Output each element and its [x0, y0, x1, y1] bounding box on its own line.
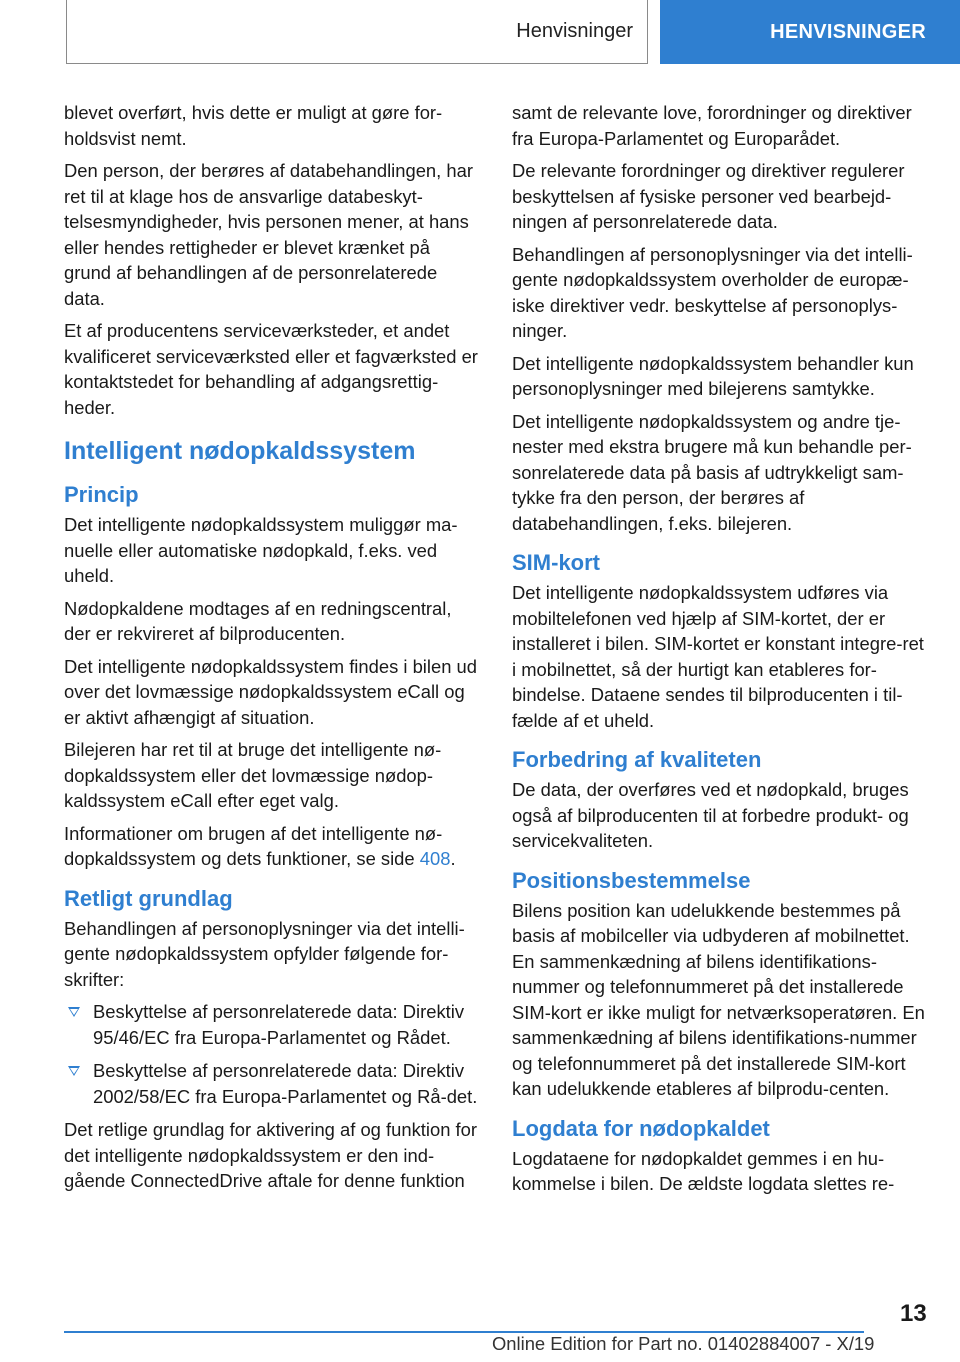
- paragraph: Det intelligente nødopkaldssystem muliggør ma-nuelle eller automatiske nødopkald, f.eks. ved uheld.: [64, 514, 458, 586]
- header-section-box: [66, 0, 648, 64]
- paragraph: Behandlingen af personoplysninger via det intelli-gente nødopkaldssystem opfylder følgende for-skrifter:: [64, 917, 465, 990]
- list-item-text: Beskyttelse af personrelaterede data: Direktiv 2002/58/EC fra Europa-Parlamentet og Rå-det.: [93, 1060, 478, 1107]
- paragraph: De relevante forordninger og direktiver regulerer beskyttelsen af fysiske personer ved bearbejd-ningen af personrelaterede data.: [512, 160, 905, 232]
- paragraph: samt de relevante love, forordninger og direktiver fra Europa-Parlamentet og Europarådet.: [512, 102, 912, 149]
- header-chapter-title: HENVISNINGER: [770, 20, 926, 43]
- paragraph: Det intelligente nødopkaldssystem findes i bilen ud over det lovmæssige nødopkaldssystem eCall og er aktivt afhængigt af situation.: [64, 655, 477, 728]
- header-section-title: Henvisninger: [516, 20, 633, 42]
- paragraph: Bilejeren har ret til at bruge det intelligente nø-dopkaldssystem eller det lovmæssige nødop-kaldssystem eCall efter eget valg.: [64, 739, 442, 811]
- page-reference-link[interactable]: 408: [419, 848, 451, 869]
- subsection-heading: Positionsbestemmelse: [512, 867, 751, 893]
- subsection-heading: Logdata for nødopkaldet: [512, 1115, 770, 1141]
- page-number: 13: [900, 1300, 927, 1327]
- paragraph: blevet overført, hvis dette er muligt at gøre for-holdsvist nemt.: [64, 102, 443, 149]
- subsection-heading: Retligt grundlag: [64, 885, 233, 911]
- right-column: [512, 100, 928, 1204]
- subsection-heading: Forbedring af kvaliteten: [512, 747, 762, 772]
- header-chapter-tab[interactable]: [660, 0, 960, 64]
- paragraph: Det intelligente nødopkaldssystem behandler kun personoplysninger med bilejerens samtykke.: [512, 352, 914, 399]
- subsection-heading: SIM-kort: [512, 550, 600, 575]
- subsection-heading: Princip: [64, 482, 139, 507]
- list-item-text: Beskyttelse af personrelaterede data: Direktiv 95/46/EC fra Europa-Parlamentet og Rådet.: [93, 1001, 465, 1048]
- paragraph: Et af producentens serviceværksteder, et andet kvalificeret serviceværksted eller et fagværksted er kontaktstedet for behandling af adgangsrettig-heder.: [64, 320, 478, 418]
- paragraph: Nødopkaldene modtages af en redningscentral, der er rekvireret af bilproducenten.: [64, 597, 452, 644]
- paragraph: De data, der overføres ved et nødopkald, bruges også af bilproducenten til at forbedre produkt- og servicekvaliteten.: [512, 779, 909, 851]
- list-item: [64, 999, 480, 1050]
- paragraph: Den person, der berøres af databehandlingen, har ret til at klage hos de ansvarlige databeskyt-telsesmyndigheder, hvis personen mener, at hans eller hendes rettigheder er blevet krænket på grund af behandlingen af de personrelaterede data.: [64, 160, 473, 309]
- list-item: [64, 1058, 480, 1109]
- triangle-bullet-icon: [68, 1066, 80, 1076]
- footer-edition: Online Edition for Part no. 01402884007 - X/19: [492, 1333, 875, 1354]
- paragraph-end: .: [450, 848, 456, 869]
- paragraph: Det intelligente nødopkaldssystem og andre tje-nester med ekstra brugere må kun behandle per-sonrelaterede data på basis af udtrykkeligt sam-tykke fra den person, der berøres af databehandlingen, f.eks. bilejeren.: [512, 410, 912, 534]
- left-column: [64, 100, 480, 1201]
- paragraph-text: Informationer om brugen af det intelligente nø-dopkaldssystem og dets funktioner, se side: [64, 822, 443, 869]
- bullet-list: [64, 999, 480, 1109]
- paragraph: Bilens position kan udelukkende bestemmes på basis af mobilceller via udbyderen af mobilnettet. En sammenkædning af bilens identifikations-nummer og telefonnummeret på det installerede SIM-kort er ikke muligt for netværksoperatøren. En sammenkædning af bilens identifikations-nummer og telefonnummeret på det installerede SIM-kort kan udelukkende etableres af bilprodu-centen.: [512, 899, 925, 1099]
- paragraph: Logdataene for nødopkaldet gemmes i en hu-kommelse i bilen. De ældste logdata slettes re-: [512, 1147, 895, 1194]
- paragraph: Det intelligente nødopkaldssystem udføres via mobiltelefonen ved hjælp af SIM-kortet, der er installeret i bilen. SIM-kortet er konstant integre-ret i mobilnettet, så der hurtigt kan etableres for-bindelse. Dataene sendes til bilproducenten i til-fælde af et uheld.: [512, 582, 924, 731]
- section-heading: Intelligent nødopkaldssystem: [64, 437, 416, 465]
- triangle-bullet-icon: [68, 1007, 80, 1017]
- paragraph: Det retlige grundlag for aktivering af og funktion for det intelligente nødopkaldssystem er den ind-gående ConnectedDrive aftale for denne funktion: [64, 1119, 477, 1191]
- paragraph: [64, 821, 480, 872]
- paragraph: Behandlingen af personoplysninger via det intelli-gente nødopkaldssystem overholder de europæ-iske direktiver vedr. beskyttelse af personoplys-ninger.: [512, 243, 913, 341]
